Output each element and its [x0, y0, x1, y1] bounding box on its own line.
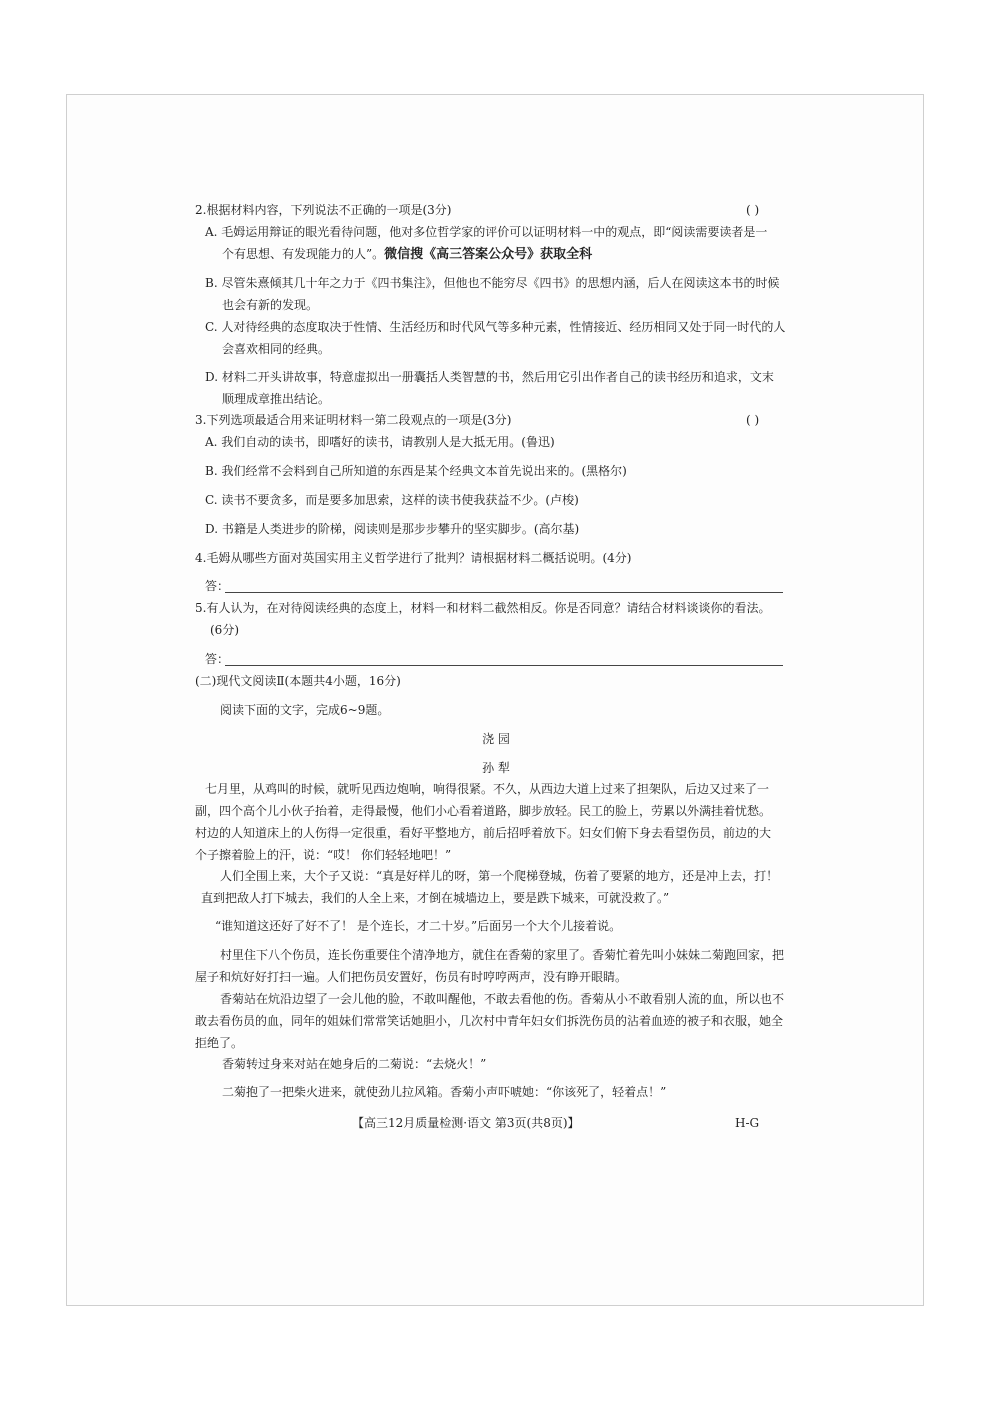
story-p1-line3: 村边的人知道床上的人伤得一定很重，看好平整地方，前后招呼着放下。妇女们俯下身去看望伤员，前边的大 — [195, 826, 772, 840]
q2-option-c-line1: C. 人对待经典的态度取决于性情、生活经历和时代风气等多种元素，性情接近、经历相同又处于同一时代的人 — [205, 320, 786, 334]
section-instruction: 阅读下面的文字，完成6~9题。 — [220, 703, 390, 717]
q2-answer-paren: ( ) — [746, 203, 760, 217]
story-p1-line2: 副，四个高个儿小伙子抬着，走得最慢，他们小心看着道路，脚步放轻。民工的脸上，劳累以外满挂着忧愁。 — [195, 804, 772, 818]
story-p7: 二菊抱了一把柴火进来，就使劲儿拉风箱。香菊小声吓唬她：“你该死了，轻着点！” — [222, 1085, 667, 1099]
q3-option-b: B. 我们经常不会料到自己所知道的东西是某个经典文本首先说出来的。(黑格尔) — [205, 464, 627, 478]
q5-stem-line1: 5.有人认为，在对待阅读经典的态度上，材料一和材料二截然相反。你是否同意？请结合材料谈谈你的看法。 — [195, 601, 771, 615]
q4-stem: 4.毛姆从哪些方面对英国实用主义哲学进行了批判？请根据材料二概括说明。(4分) — [195, 551, 632, 565]
q5-answer-line — [225, 665, 783, 666]
q5-stem-line2: (6分) — [210, 623, 239, 637]
story-p5-line1: 香菊站在炕沿边望了一会儿他的脸，不敢叫醒他，不敢去看他的伤。香菊从小不敢看别人流的血，所以也不 — [220, 992, 785, 1006]
story-title: 浇 园 — [482, 732, 510, 746]
q2-option-c-line2: 会喜欢相同的经典。 — [222, 342, 331, 356]
q2-option-a-line1: A. 毛姆运用辩证的眼光看待问题，他对多位哲学家的评价可以证明材料一中的观点，即“阅读需要读者是一 — [205, 225, 768, 239]
story-p2-line1: 人们全围上来，大个子又说：“真是好样儿的呀，第一个爬梯登城，伤着了要紧的地方，还是冲上去，打！ — [220, 869, 779, 883]
story-p1-line4: 个子擦着脸上的汗，说：“哎！ 你们轻轻地吧！” — [195, 848, 452, 862]
story-p1-line1: 七月里，从鸡叫的时候，就听见西边炮响，响得很紧。不久，从西边大道上过来了担架队，后边又过来了一 — [205, 782, 770, 796]
q4-answer-label: 答： — [205, 579, 230, 593]
footer-code: H-G — [735, 1116, 760, 1130]
q2-option-d-line1: D. 材料二开头讲故事，特意虚拟出一册囊括人类智慧的书，然后用它引出作者自己的读书经历和追求，文末 — [205, 370, 774, 384]
section-heading: (二)现代文阅读Ⅱ(本题共4小题，16分) — [195, 674, 401, 688]
q2-option-b-line1: B. 尽管朱熹倾其几十年之力于《四书集注》，但他也不能穷尽《四书》的思想内涵，后人在阅读这本书的时候 — [205, 276, 780, 290]
footer-label: 【高三12月质量检测·语文 第3页(共8页)】 — [352, 1116, 580, 1130]
promo-text: 微信搜《高三答案公众号》获取全科 — [384, 247, 593, 262]
story-p4-line2: 屋子和炕好好打扫一遍。人们把伤员安置好，伤员有时哼哼两声，没有睁开眼睛。 — [195, 970, 628, 984]
q5-answer-label: 答： — [205, 652, 230, 666]
story-p2-line2: 直到把敌人打下城去，我们的人全上来，才倒在城墙边上，要是跌下城来，可就没救了。” — [201, 891, 670, 905]
q3-option-c: C. 读书不要贪多，而是要多加思索，这样的读书使我获益不少。(卢梭) — [205, 493, 579, 507]
q4-answer-line — [225, 592, 783, 593]
q2-option-d-line2: 顺理成章推出结论。 — [222, 392, 331, 406]
q2-option-a-text: 个有思想、有发现能力的人”。 — [222, 247, 385, 261]
q3-stem: 3.下列选项最适合用来证明材料一第二段观点的一项是(3分) — [195, 413, 512, 427]
q3-option-d: D. 书籍是人类进步的阶梯，阅读则是那步步攀升的坚实脚步。(高尔基) — [205, 522, 580, 536]
story-p3: “谁知道这还好了好不了！ 是个连长，才二十岁。”后面另一个大个儿接着说。 — [215, 919, 622, 933]
q2-stem: 2.根据材料内容，下列说法不正确的一项是(3分) — [195, 203, 452, 217]
q2-option-b-line2: 也会有新的发现。 — [222, 298, 319, 312]
story-p5-line3: 拒绝了。 — [195, 1036, 244, 1050]
story-p6: 香菊转过身来对站在她身后的二菊说：“去烧火！” — [222, 1057, 487, 1071]
q3-option-a: A. 我们自动的读书，即嗜好的读书，请教别人是大抵无用。(鲁迅) — [205, 435, 555, 449]
story-p5-line2: 敢去看伤员的血，同年的姐妹们常常笑话她胆小，几次村中青年妇女们拆洗伤员的沾着血迹的被子和衣服，她全 — [195, 1014, 784, 1028]
story-author: 孙 犁 — [482, 761, 510, 775]
q2-option-a-line2 — [222, 246, 592, 263]
q3-answer-paren: ( ) — [746, 413, 760, 427]
story-p4-line1: 村里住下八个伤员，连长伤重要住个清净地方，就住在香菊的家里了。香菊忙着先叫小妹妹二菊跑回家，把 — [220, 948, 785, 962]
